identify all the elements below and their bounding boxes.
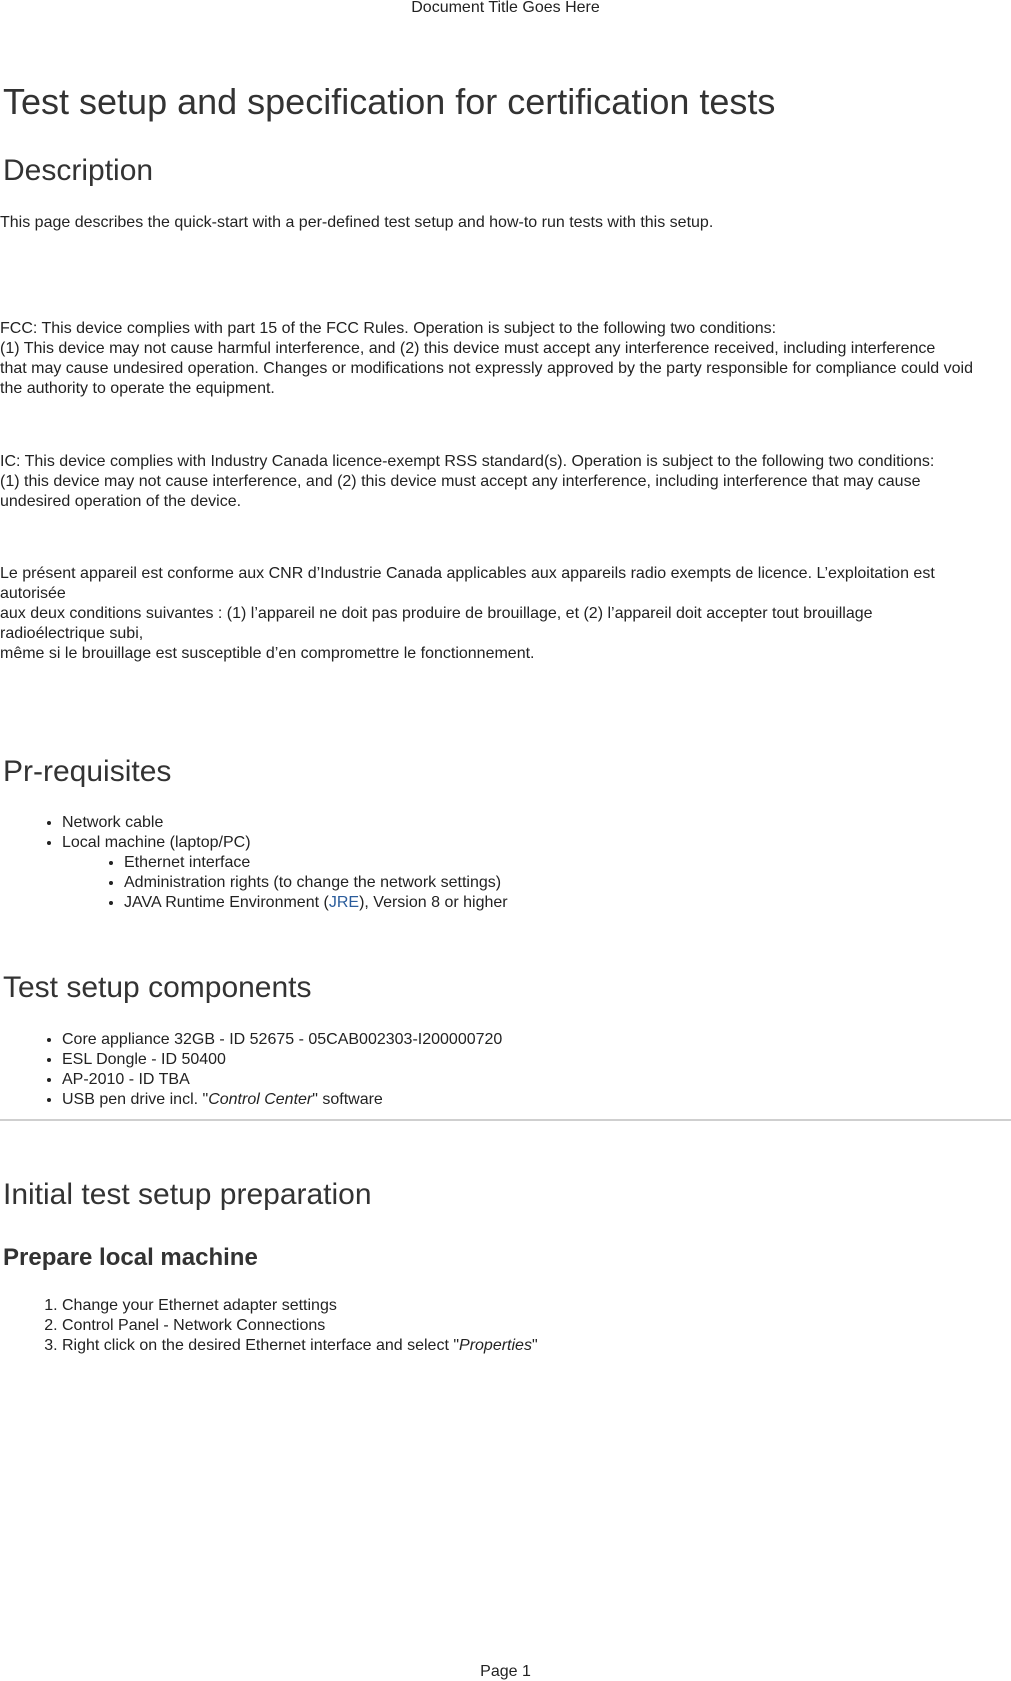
list-item: 2. Control Panel - Network Connections bbox=[62, 1316, 538, 1336]
list-item: • Ethernet interface bbox=[124, 853, 508, 873]
preparation-steps bbox=[0, 1296, 538, 1356]
prerequisites-heading: Pr-requisites bbox=[3, 755, 172, 788]
list-item: • Network cable bbox=[62, 813, 508, 833]
list-item-label: Local machine (laptop/PC) bbox=[62, 834, 251, 851]
list-item: • Administration rights (to change the network settings) bbox=[124, 873, 508, 893]
list-item-step3 bbox=[62, 1336, 538, 1356]
description-intro: This page describes the quick-start with a per-defined test setup and how-to run tests with this setup. bbox=[0, 214, 714, 231]
list-item-usb bbox=[62, 1090, 502, 1110]
local-machine-sublist bbox=[62, 853, 508, 913]
list-item-jre bbox=[124, 893, 508, 913]
step3-text-before: Right click on the desired Ethernet interface and select " bbox=[62, 1337, 460, 1354]
preparation-heading: Initial test setup preparation bbox=[3, 1178, 372, 1211]
usb-text-after: " software bbox=[312, 1091, 383, 1108]
components-list bbox=[0, 1030, 502, 1110]
jre-text-after: ), Version 8 or higher bbox=[359, 894, 508, 911]
section-divider bbox=[0, 1119, 1011, 1121]
jre-text-before: JAVA Runtime Environment ( bbox=[124, 894, 329, 911]
running-footer: Page 1 bbox=[480, 1663, 531, 1680]
step3-text-after: " bbox=[531, 1337, 538, 1354]
list-item: 1. Change your Ethernet adapter settings bbox=[62, 1296, 538, 1316]
properties-emphasis: Properties bbox=[459, 1337, 532, 1354]
running-header: Document Title Goes Here bbox=[411, 0, 600, 16]
fcc-statement: FCC: This device complies with part 15 of the FCC Rules. Operation is subject to the following two conditions: (1) This device may not cause harmful interference, and (2) this device must accept any interference received, including interference that may cause undesired operation. Changes or modifications not expressly approved by the party responsible for compliance could void the authority to operate the equipment. bbox=[0, 320, 973, 397]
list-item: • AP-2010 - ID TBA bbox=[62, 1070, 502, 1090]
jre-link[interactable]: JRE bbox=[328, 894, 360, 911]
prepare-local-machine-heading: Prepare local machine bbox=[3, 1244, 258, 1271]
control-center-emphasis: Control Center bbox=[208, 1091, 313, 1108]
list-item: • ESL Dongle - ID 50400 bbox=[62, 1050, 502, 1070]
list-item bbox=[62, 833, 508, 913]
list-item: • Core appliance 32GB - ID 52675 - 05CAB002303-I200000720 bbox=[62, 1030, 502, 1050]
french-statement: Le présent appareil est conforme aux CNR d’Industrie Canada applicables aux appareils radio exempts de licence. L’exploitation est autorisée aux deux conditions suivantes : (1) l’appareil ne doit pas produire de brouillage, et (2) l’appareil doit accepter tout brouillage radioélectrique subi, même si le brouillage est susceptible d’en compromettre le fonctionnement. bbox=[0, 565, 935, 662]
ic-statement: IC: This device complies with Industry Canada licence-exempt RSS standard(s). Operation is subject to the following two conditions: (1) this device may not cause interference, and (2) this device must accept any interference, including interference that may cause undesired operation of the device. bbox=[0, 453, 935, 510]
page-title: Test setup and specification for certification tests bbox=[3, 81, 776, 122]
usb-text-before: USB pen drive incl. " bbox=[62, 1091, 209, 1108]
prerequisites-list bbox=[0, 813, 508, 913]
components-heading: Test setup components bbox=[3, 971, 312, 1004]
description-heading: Description bbox=[3, 154, 154, 187]
